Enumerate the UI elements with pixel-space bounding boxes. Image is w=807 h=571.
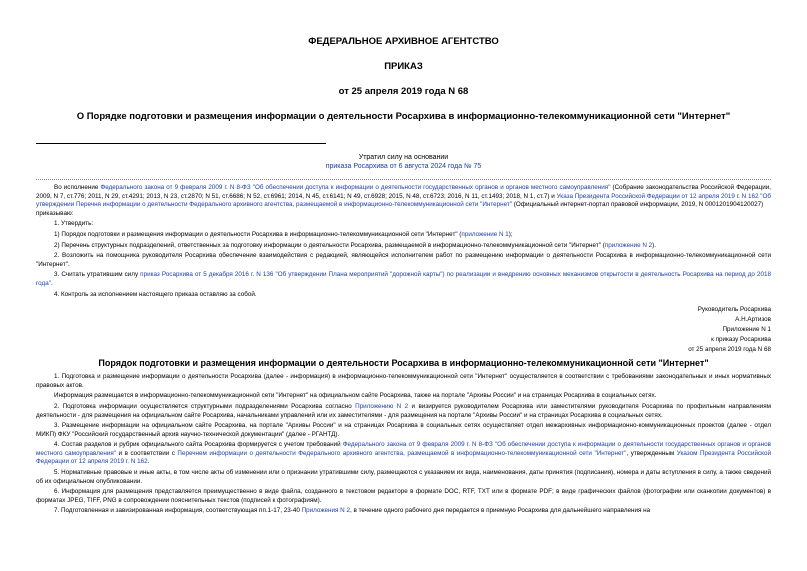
- item-3: [36, 271, 771, 288]
- appendix-para-1b: Информация размещается в информационно-телекоммуникационной сети "Интернет" на официальном сайте Росархива, также на портале "Архивы России" и на страницах Росархива в социальных сетях.: [54, 392, 657, 400]
- item-1-1: [36, 231, 771, 240]
- appendix-1-link[interactable]: приложение N 1: [461, 230, 509, 238]
- para-text: .: [147, 458, 150, 466]
- appendix-2-link[interactable]: Приложения N 2: [301, 507, 350, 515]
- federal-law-link[interactable]: Федерального закона от 9 февраля 2009 г. N 8-ФЗ "Об обеспечении доступа к информации о деятельности государственных органов и органов местного самоуправления": [36, 441, 771, 457]
- appendix-title: Порядок подготовки и размещения информации о деятельности Росархива в информационно-телекоммуникационной сети "Интернет": [98, 358, 709, 369]
- appendix-ref-2: к приказу Росархива: [711, 336, 771, 344]
- item-2: 2. Возложить на помощника руководителя Росархива обеспечение взаимодействия с редакцией, являющейся исполнителем работ по размещению информации о деятельности Росархива в информационно-телекоммуникационной сети "Интернет".: [36, 252, 771, 268]
- repealed-order-link[interactable]: приказ Росархива от 5 декабря 2016 г. N 136 "Об утверждении Плана мероприятий "дорожной карты") по реализации и внедрению основных механизмов открытости в деятельность Росархива на период до 2018 года": [36, 271, 771, 287]
- appendix-ref-3: от 25 апреля 2019 года N 68: [688, 346, 771, 354]
- agency-name: ФЕДЕРАЛЬНОЕ АРХИВНОЕ АГЕНТСТВО: [308, 36, 499, 47]
- appendix-para-7: [36, 507, 771, 516]
- appendix-2-link[interactable]: приложение N 2: [604, 241, 653, 249]
- signature-position: Руководитель Росархива: [697, 306, 771, 314]
- appendix-para-3: 3. Размещение информации на официальном сайте Росархива, на портале "Архивы России" и на страницах Росархива в социальных сетях осуществляет отдел межархивных информационно-коммуникационных проектов (далее - отдел МИКП) ФКУ "Российский государственный архив научно-технической документации" (далее - РГАНТД).: [36, 422, 771, 438]
- para-text: 7. Подготовленная и завизированная информация, соответствующая пп.1-17, 23-40: [54, 507, 302, 515]
- item-1-2: [36, 242, 771, 251]
- preamble-text: (Собрание законодательства Российской Федерации, 2009, N 7, ст.776; 2011, N 29, ст.4291; 2013, N 23, ст.2870; N 51, ст.6686; N 52, ст.6961; 2014, N 45, ст.6141; N 49, ст.6928; 2015, N 48, ст.6723; 2016, N 11, ст.1493; 2018, N 1, ст.7) и: [36, 184, 771, 200]
- para-text: , утвержденным: [626, 449, 677, 457]
- lost-force-note: [36, 153, 771, 171]
- order-word: приказываю:: [36, 209, 74, 217]
- presidential-decree-link[interactable]: Указом Президента Российской Федерации от 12 апреля 2019 г. N 162: [36, 449, 771, 466]
- appendix-para-2: [36, 403, 771, 420]
- para-text: и визируется руководителем Росархива или заместителями руководителя Росархива по профильным направлениям деятельности - для размещения на официальном сайте Росархива, начальниками управлений или их заместителями - для размещения на портале "Архивы России" и на страницах Росархива в социальных сетях.: [36, 402, 772, 419]
- doc-date: от 25 апреля 2019 года N 68: [338, 86, 469, 97]
- presidential-decree-link[interactable]: Указа Президента Российской Федерации от 12 апреля 2019 г. N 162 "Об утверждении Перечня информации о деятельности Федерального архивного агентства, размещаемой в информационно-телекоммуникационной сети "Интернет": [36, 192, 771, 209]
- appendix-para-1: 1. Подготовка и размещение информации о деятельности Росархива (далее - информация) в информационно-телекоммуникационной сети "Интернет" осуществляется в соответствии с требованиями законодательных и иных нормативных правовых актов.: [36, 373, 771, 389]
- para-text: и в соответствии с: [116, 449, 178, 457]
- item-text: );: [508, 230, 513, 238]
- appendix-ref-1: Приложение N 1: [722, 326, 771, 334]
- appendix-2-link[interactable]: Приложению N 2: [355, 402, 409, 410]
- item-text: 3. Считать утратившим силу: [54, 271, 141, 279]
- info-list-link[interactable]: Перечнем информации о деятельности Федерального архивного агентства, размещаемой в информационно-телекоммуникационной сети "Интернет": [177, 449, 627, 457]
- doc-type: ПРИКАЗ: [384, 61, 423, 72]
- lost-force-text: Утратил силу на основании: [358, 154, 449, 161]
- dotted-divider: [36, 179, 771, 180]
- para-text: 2. Подготовка информации осуществляется структурными подразделениями Росархива согласно: [54, 402, 356, 410]
- para-text: 4. Состав разделов и рубрик официального сайта Росархива формируется с учетом требований: [54, 441, 343, 449]
- item-text: 1) Порядок подготовки и размещения информации о деятельности Росархива в информационно-телекоммуникационной сети "Интернет" (: [54, 230, 462, 238]
- preamble-text: Во исполнение: [54, 184, 101, 191]
- appendix-para-4: [36, 441, 771, 467]
- appendix-para-6: 6. Информация для размещения представляется преимущественно в виде файла, созданного в текстовом редакторе в формате DOC, RTF, TXT или в формате PDF; в виде графических файлов (фотографии или сканкопии документов) в форматах JPEG, TIFF, PNG в сопровождении пояснительных текстов (подписей к фотографиям).: [36, 488, 771, 504]
- para-text: , в течение одного рабочего дня передается в приемную Росархива для дальнейшего направления на: [349, 507, 651, 515]
- item-text: .: [50, 279, 53, 287]
- item-4: 4. Контроль за исполнением настоящего приказа оставляю за собой.: [54, 290, 257, 298]
- doc-title: О Порядке подготовки и размещения информации о деятельности Росархива в информационно-телекоммуникационной сети "Интернет": [76, 111, 731, 122]
- federal-law-link[interactable]: Федерального закона от 9 февраля 2009 г. N 8-ФЗ "Об обеспечении доступа к информации о деятельности государственных органов и органов местного самоуправления": [100, 184, 611, 191]
- signature-name: А.Н.Артизов: [735, 316, 771, 324]
- title-divider: [36, 143, 326, 144]
- appendix-para-5: 5. Нормативные правовые и иные акты, в том числе акты об изменении или о признании утратившими силу, размещаются с указанием их вида, наименования, даты принятия (подписания), номера и даты вступления в силу, а также сведений об их официальном опубликовании.: [36, 469, 771, 485]
- preamble-text: (Официальный интернет-портал правовой информации, 2019, N 0001201904120027): [512, 201, 764, 209]
- lost-force-link[interactable]: приказа Росархива от 6 августа 2024 года № 75: [325, 163, 482, 170]
- item-text: 2) Перечень структурных подразделений, ответственных за подготовку информации о деятельности Росархива, размещаемой в информационно-телекоммуникационной сети "Интернет" (: [54, 241, 605, 249]
- item-text: ).: [652, 241, 657, 249]
- preamble: [36, 184, 771, 210]
- item-1: 1. Утвердить:: [54, 220, 94, 228]
